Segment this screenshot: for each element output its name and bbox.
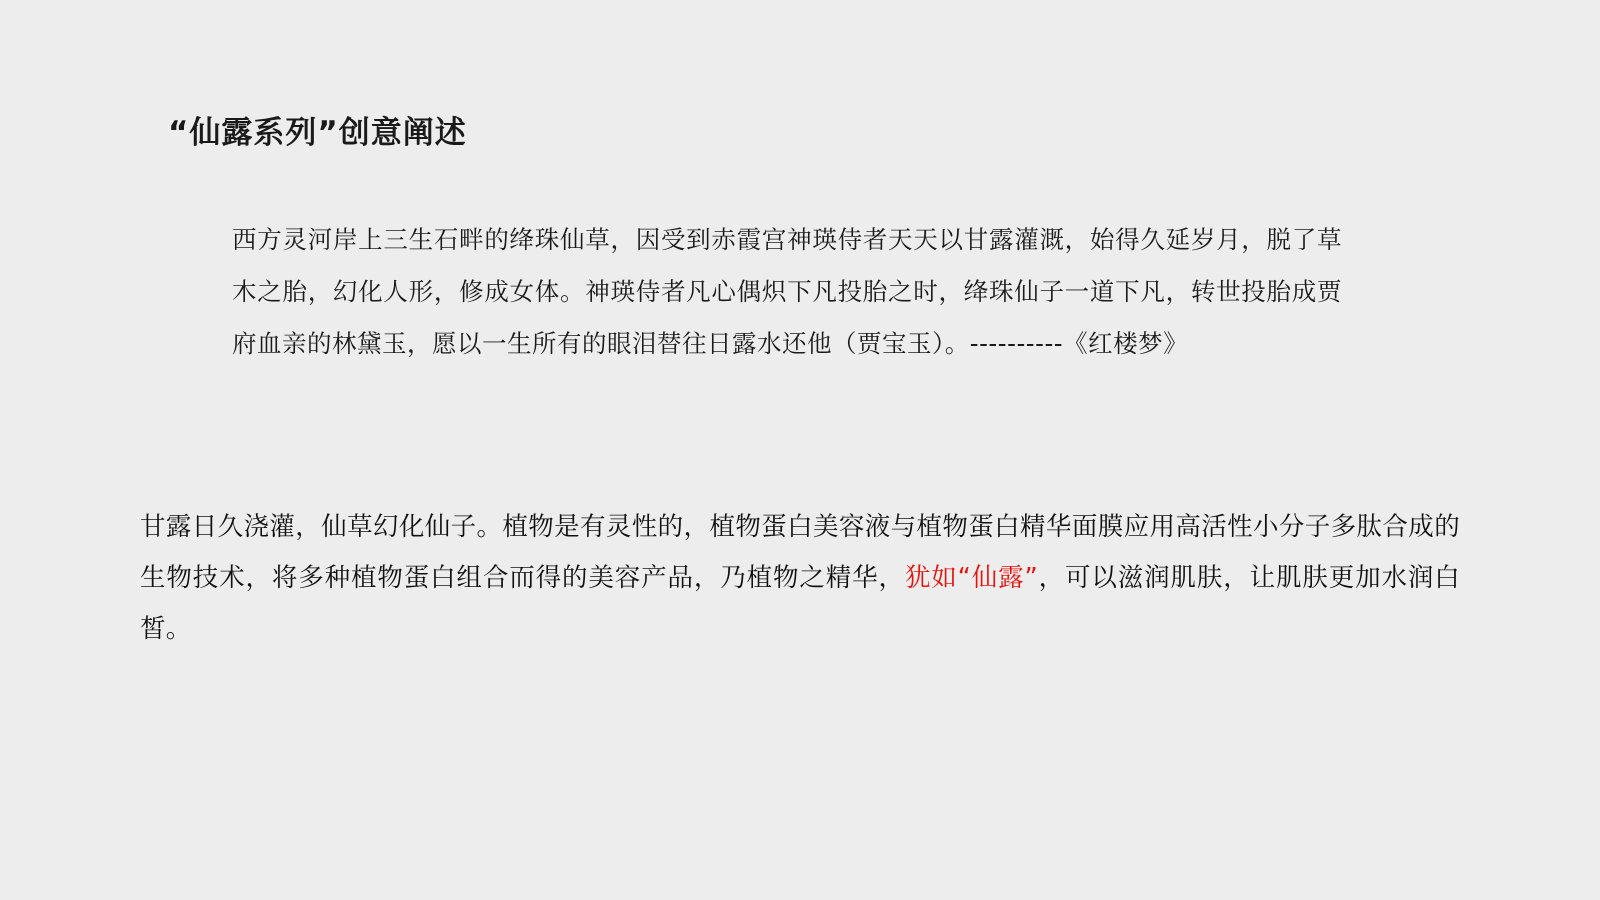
body-text-part-one: 甘露日久浇灌，仙草幻化仙子。植物是有灵性的，植物蛋白美容液与植物蛋白精华面膜应用高活性小分子多肽合成的生物技术，将多种植物蛋白组合而得的美容产品，乃植物之精华， xyxy=(140,512,1460,593)
body-text-highlight: 犹如“仙露” xyxy=(904,563,1038,593)
body-text-part-two: ，可以滋润肌肤，让肌肤更加水润白皙。 xyxy=(140,563,1461,644)
page-title: “仙露系列”创意阐述 xyxy=(168,114,467,151)
quote-text: 西方灵河岸上三生石畔的绛珠仙草，因受到赤霞宫神瑛侍者天天以甘露灌溉，始得久延岁月，脱了草木之胎，幻化人形，修成女体。神瑛侍者凡心偶炽下凡投胎之时，绛珠仙子一道下凡，转世投胎成贾府血亲的林黛玉，愿以一生所有的眼泪替往日露水还他（贾宝玉）。----------《红楼梦》 xyxy=(232,225,1342,358)
body-paragraph xyxy=(140,502,1460,655)
body-text xyxy=(140,502,1460,655)
quote-paragraph xyxy=(232,214,1342,370)
